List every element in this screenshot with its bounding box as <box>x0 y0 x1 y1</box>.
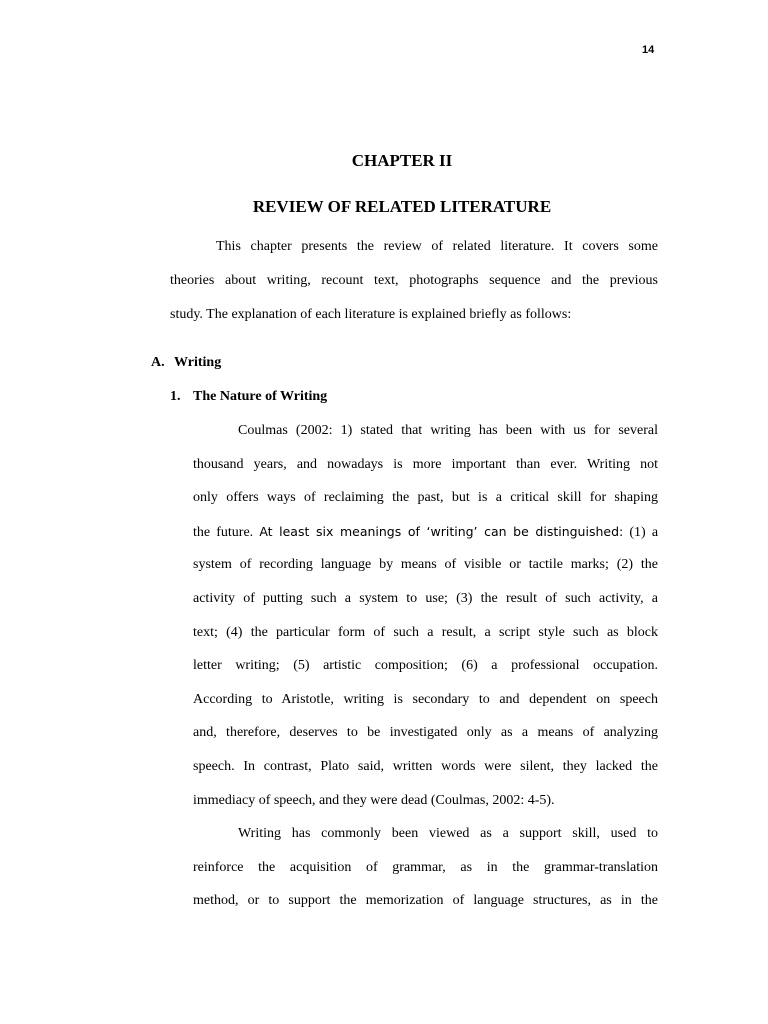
intro-line: theories about writing, recount text, photographs sequence and the previous <box>170 273 658 288</box>
body-line: Writing has commonly been viewed as a support skill, used to <box>238 826 658 841</box>
body-line: method, or to support the memorization of language structures, as in the <box>193 893 658 908</box>
chapter-subtitle: REVIEW OF RELATED LITERATURE <box>252 197 552 216</box>
body-line: letter writing; (5) artistic composition; (6) a professional occupation. <box>193 658 658 673</box>
section-label: A. <box>151 355 165 370</box>
body-run: the future. <box>193 525 254 540</box>
body-line: thousand years, and nowadays is more important than ever. Writing not <box>193 457 658 472</box>
section-heading: Writing <box>174 355 222 370</box>
body-line: only offers ways of reclaiming the past, but is a critical skill for shaping <box>193 490 658 505</box>
page-number: 14 <box>642 44 655 56</box>
body-line: speech. In contrast, Plato said, written words were silent, they lacked the <box>193 759 658 774</box>
body-line: text; (4) the particular form of such a result, a script style such as block <box>193 625 658 640</box>
subsection-heading: The Nature of Writing <box>193 389 328 404</box>
body-line: immediacy of speech, and they were dead (Coulmas, 2002: 4-5). <box>193 793 555 808</box>
body-line <box>193 523 658 542</box>
body-run: (1) a <box>629 525 659 540</box>
body-run: At least six meanings of ‘writing’ can be distinguished: <box>259 524 624 539</box>
chapter-title: CHAPTER II <box>351 151 453 170</box>
subsection-label: 1. <box>170 389 181 404</box>
intro-line: study. The explanation of each literature is explained briefly as follows: <box>170 307 572 322</box>
body-line: system of recording language by means of visible or tactile marks; (2) the <box>193 557 658 572</box>
intro-line: This chapter presents the review of related literature. It covers some <box>216 239 658 254</box>
body-line: reinforce the acquisition of grammar, as in the grammar-translation <box>193 860 658 875</box>
body-line: activity of putting such a system to use; (3) the result of such activity, a <box>193 591 658 606</box>
body-line: According to Aristotle, writing is secondary to and dependent on speech <box>193 692 658 707</box>
body-line: and, therefore, deserves to be investigated only as a means of analyzing <box>193 725 658 740</box>
body-line: Coulmas (2002: 1) stated that writing has been with us for several <box>238 423 658 438</box>
